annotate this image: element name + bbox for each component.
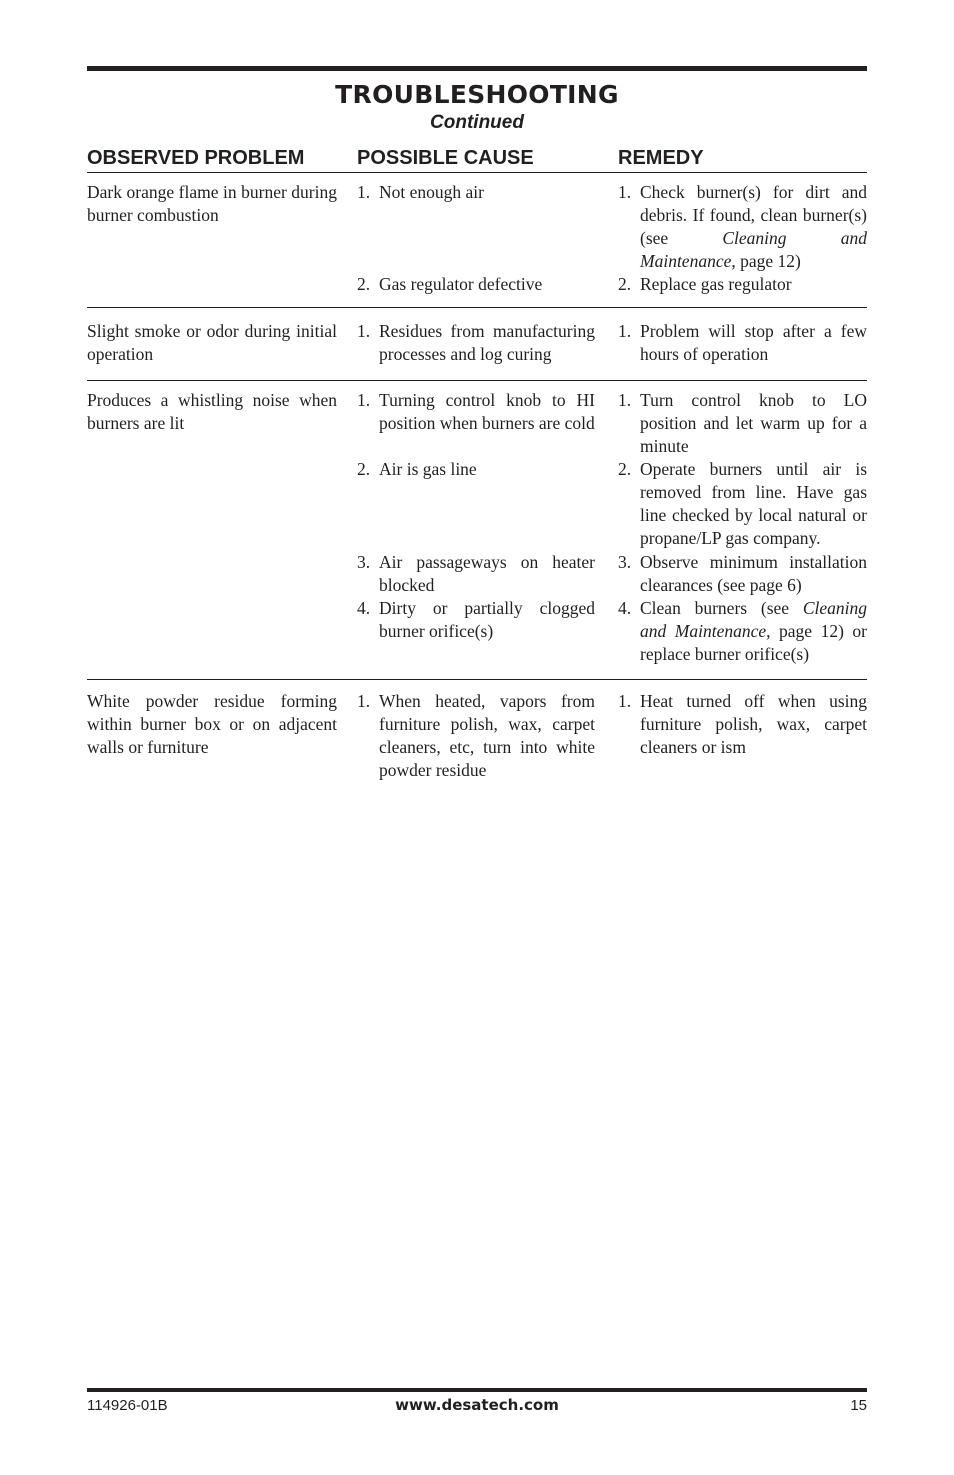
row-divider (87, 679, 867, 680)
item-text: Turn control knob to LO position and let warm up for a minute (640, 390, 867, 456)
item-number: 1. (357, 321, 371, 341)
problem-cell: Produces a whistling noise when burners are lit (87, 390, 337, 433)
item-text: Dirty or partially clogged burner orifice(s) (379, 598, 595, 641)
item-number: 3. (357, 552, 371, 572)
item-text: Air is gas line (379, 459, 477, 479)
item-number: 4. (357, 598, 371, 618)
item-number: 2. (618, 274, 632, 294)
column-header-problem: OBSERVED PROBLEM (87, 147, 305, 169)
page-title: TROUBLESHOOTING (335, 80, 619, 109)
row-divider (87, 307, 867, 308)
item-number: 1. (618, 691, 632, 711)
item-number: 2. (357, 274, 371, 294)
item-text: Observe minimum installation clearances (see page 6) (640, 552, 867, 595)
item-text: Gas regulator defective (379, 274, 543, 294)
item-number: 1. (357, 691, 371, 711)
item-text: Heat turned off when using furniture polish, wax, carpet cleaners or ism (640, 691, 867, 757)
item-text: Problem will stop after a few hours of operation (640, 321, 867, 364)
doc-number: 114926-01B (87, 1397, 168, 1414)
item-number: 4. (618, 598, 632, 618)
footer-rule (87, 1388, 867, 1392)
problem-cell: White powder residue forming within burner box or on adjacent walls or furniture (87, 691, 337, 757)
item-number: 1. (618, 321, 632, 341)
page-number: 15 (850, 1397, 867, 1414)
problem-cell: Dark orange flame in burner during burner combustion (87, 182, 337, 225)
top-rule (87, 66, 867, 71)
item-text: Residues from manufacturing processes and log curing (379, 321, 595, 364)
column-header-remedy: REMEDY (618, 147, 704, 169)
item-number: 1. (357, 390, 371, 410)
item-number: 2. (357, 459, 371, 479)
item-text: Clean burners (see Cleaning and Maintenance, page 12) or replace burner orifice(s) (640, 598, 867, 664)
item-text: Operate burners until air is removed from line. Have gas line checked by local natural or propane/LP gas company. (640, 459, 867, 548)
item-number: 1. (357, 182, 371, 202)
item-number: 3. (618, 552, 632, 572)
item-text: Check burner(s) for dirt and debris. If found, clean burner(s) (see Cleaning and Maintenance, page 12) (640, 182, 867, 271)
item-text: Turning control knob to HI position when burners are cold (379, 390, 595, 433)
page-subtitle: Continued (430, 112, 524, 133)
item-number: 1. (618, 182, 632, 202)
website-link[interactable]: www.desatech.com (395, 1396, 559, 1414)
item-text: When heated, vapors from furniture polish, wax, carpet cleaners, etc, turn into white powder residue (379, 691, 595, 780)
item-number: 1. (618, 390, 632, 410)
column-header-cause: POSSIBLE CAUSE (357, 147, 534, 169)
item-text: Replace gas regulator (640, 274, 792, 294)
problem-cell: Slight smoke or odor during initial operation (87, 321, 337, 364)
header-rule (87, 172, 867, 173)
item-text: Not enough air (379, 182, 484, 202)
row-divider (87, 380, 867, 381)
item-number: 2. (618, 459, 632, 479)
item-text: Air passageways on heater blocked (379, 552, 595, 595)
